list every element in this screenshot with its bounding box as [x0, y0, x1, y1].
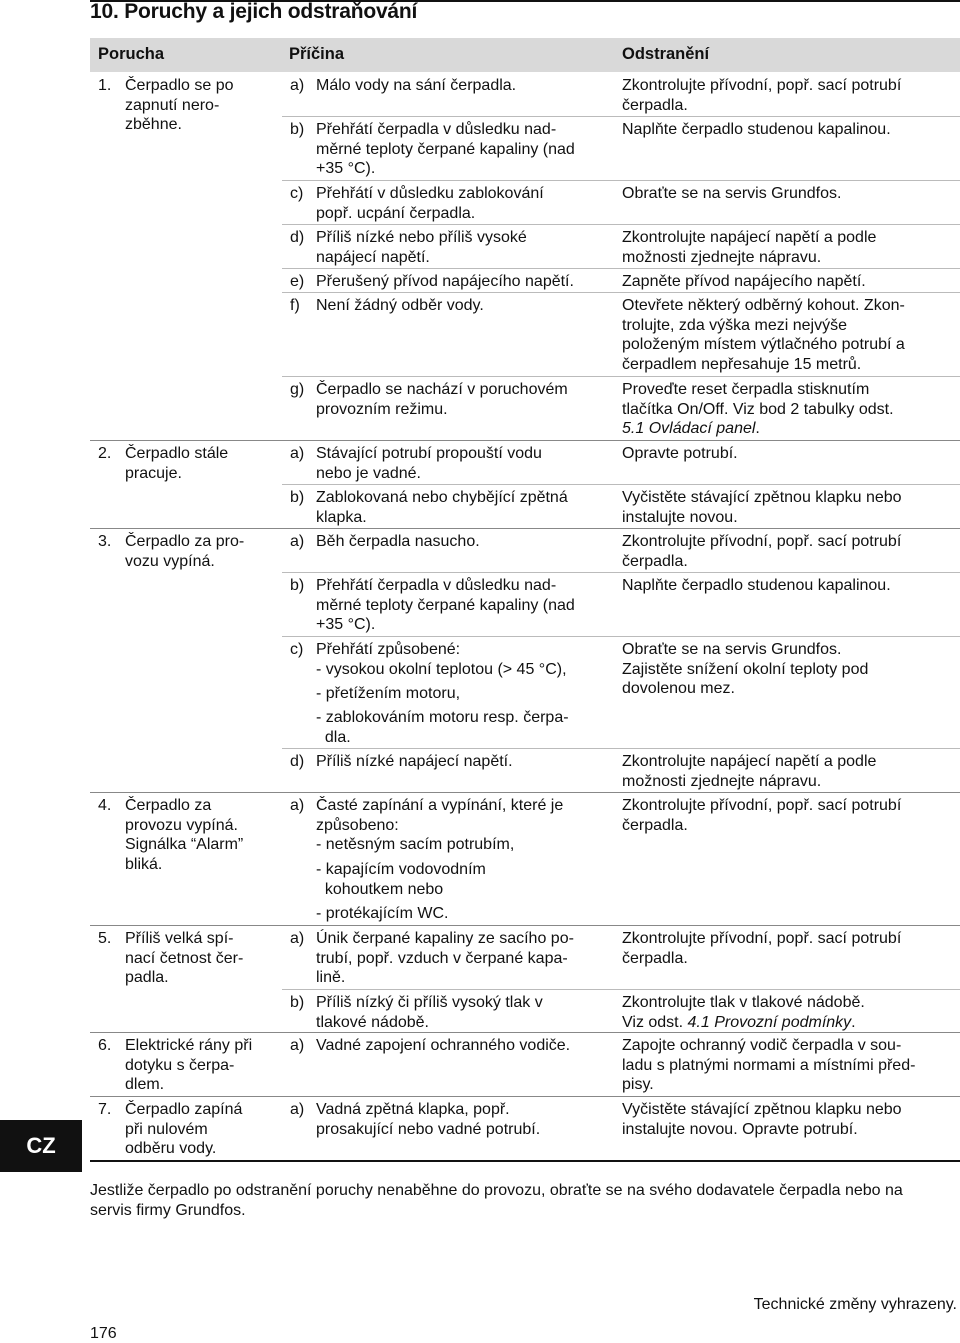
remedy-reference — [622, 1013, 865, 1033]
sub-row-separator — [282, 116, 960, 117]
remedy-text-line: Proveďte reset čerpadla stisknutím — [622, 381, 870, 398]
fault-text-line: Příliš velká spí- — [125, 930, 234, 947]
cause-text-line: - zablokováním motoru resp. čerpa- — [316, 709, 569, 726]
cause-text — [316, 444, 542, 483]
cause-text-line: trubí, popř. vzduch v čerpané kapa- — [316, 949, 568, 967]
remedy-text-line: instalujte novou. — [622, 508, 738, 526]
remedy-text — [622, 184, 841, 204]
cause-text — [316, 684, 460, 704]
cause-text — [316, 993, 543, 1032]
cause-text — [316, 752, 513, 772]
cause-label: a) — [290, 445, 305, 462]
cause-text — [316, 860, 486, 899]
cause-label: b) — [290, 489, 305, 506]
fault-text-line: bliká. — [125, 855, 163, 873]
cause-text-line: Běh čerpadla nasucho. — [316, 533, 480, 550]
cause-text — [316, 576, 575, 635]
cause-text-line: Málo vody na sání čerpadla. — [316, 77, 517, 94]
remedy-text-line: Naplňte čerpadlo studenou kapalinou. — [622, 577, 891, 594]
cause-text-line: +35 °C). — [316, 160, 376, 177]
remedy-text — [622, 444, 738, 464]
cause-text-line: - protékajícím WC. — [316, 905, 449, 922]
remedy-text-line: Zkontrolujte napájecí napětí a podle — [622, 753, 877, 770]
remedy-text — [622, 576, 891, 596]
remedy-text — [622, 993, 865, 1032]
cause-text-line: - kapajícím vodovodním — [316, 861, 486, 878]
cause-label: a) — [290, 1037, 305, 1054]
cause-text — [316, 796, 563, 855]
fault-text-line: Čerpadlo zapíná — [125, 1101, 243, 1118]
cause-label: a) — [290, 797, 305, 814]
cause-text — [316, 640, 567, 679]
row-separator — [90, 1096, 960, 1097]
sub-row-separator — [282, 572, 960, 573]
remedy-text-line: Otevřete některý odběrný kohout. Zkon- — [622, 297, 905, 314]
cause-text-line: Přehřátí čerpadla v důsledku nad- — [316, 577, 557, 594]
cause-label: d) — [290, 753, 305, 770]
cause-text-line: měrné teploty čerpané kapaliny (nad — [316, 140, 575, 158]
fault-text — [125, 1036, 252, 1095]
cause-label: a) — [290, 77, 305, 94]
remedy-text-line: ladu s platnými normami a místními před- — [622, 1056, 916, 1074]
cause-text-line: Přehřátí způsobené: — [316, 641, 461, 658]
cause-label: e) — [290, 273, 305, 290]
cause-text-line: Přehřátí čerpadla v důsledku nad- — [316, 121, 557, 138]
fault-number: 1. — [98, 77, 112, 94]
cause-text — [316, 296, 484, 316]
fault-text-line: vozu vypíná. — [125, 552, 215, 570]
table-header — [90, 38, 960, 72]
remedy-text-line: tlačítka On/Off. Viz bod 2 tabulky odst. — [622, 400, 894, 418]
remedy-text-line: Zajistěte snížení okolní teploty pod — [622, 660, 869, 678]
remedy-text-line: Zapněte přívod napájecího napětí. — [622, 273, 866, 290]
remedy-text-line: Obraťte se na servis Grundfos. — [622, 641, 842, 658]
cause-text — [316, 228, 527, 267]
sub-row-separator — [282, 748, 960, 749]
cause-text-line: Časté zapínání a vypínání, které je — [316, 797, 564, 814]
cause-text-line: prosakující nebo vadné potrubí. — [316, 1120, 541, 1138]
row-separator — [90, 1032, 960, 1033]
fault-text-line: Elektrické rány při — [125, 1037, 253, 1054]
fault-text-line: při nulovém — [125, 1120, 208, 1138]
row-separator — [90, 528, 960, 529]
cause-text-line: - přetížením motoru, — [316, 685, 461, 702]
fault-text-line: pracuje. — [125, 464, 182, 482]
remedy-text — [622, 296, 905, 374]
remedy-text — [622, 228, 876, 267]
row-separator — [90, 925, 960, 926]
fault-text-line: nací četnost čer- — [125, 949, 244, 967]
remedy-text-line: pisy. — [622, 1076, 654, 1093]
remedy-reference-italic: 5.1 Ovládací panel — [622, 420, 756, 437]
cause-label: b) — [290, 994, 305, 1011]
remedy-text-line: čerpadla. — [622, 552, 688, 570]
fault-text — [125, 929, 243, 988]
cause-text-line: Stávající potrubí propouští vodu — [316, 445, 542, 462]
language-tab: CZ — [0, 1120, 82, 1172]
remedy-text-line: Zapojte ochranný vodič čerpadla v sou- — [622, 1037, 902, 1054]
sub-row-separator — [282, 484, 960, 485]
remedy-reference-suffix: . — [755, 420, 760, 437]
remedy-reference-italic: 4.1 Provozní podmínky — [687, 1013, 852, 1031]
cause-text-line: Příliš nízké napájecí napětí. — [316, 753, 513, 770]
sub-row-separator — [282, 180, 960, 181]
remedy-text — [622, 929, 901, 968]
fault-text-line: Čerpadlo se po — [125, 77, 234, 94]
sub-row-separator — [282, 989, 960, 990]
remedy-text-line: Opravte potrubí. — [622, 445, 738, 462]
remedy-text-line: čerpadlem nepřesahuje 15 metrů. — [622, 355, 862, 373]
cause-text-line: - vysokou okolní teplotou (> 45 °C), — [316, 660, 567, 678]
col-fault-header: Porucha — [98, 45, 165, 63]
fault-text — [125, 532, 244, 571]
cause-label: a) — [290, 1101, 305, 1118]
cause-text-line: Vadná zpětná klapka, popř. — [316, 1101, 510, 1118]
cause-label: a) — [290, 930, 305, 947]
remedy-reference — [622, 419, 894, 439]
fault-text-line: Čerpadlo za pro- — [125, 533, 245, 550]
fault-number: 6. — [98, 1037, 112, 1054]
cause-text-line: Čerpadlo se nachází v poruchovém — [316, 381, 568, 398]
cause-text — [316, 184, 544, 223]
remedy-text-line: Zkontrolujte tlak v tlakové nádobě. — [622, 994, 865, 1011]
cause-text-line: Přehřátí v důsledku zablokování — [316, 185, 544, 202]
sub-row-separator — [282, 224, 960, 225]
fault-number: 7. — [98, 1101, 112, 1118]
row-separator — [90, 440, 960, 441]
fault-text — [125, 444, 228, 483]
cause-label: g) — [290, 381, 305, 398]
cause-label: d) — [290, 229, 305, 246]
cause-text-line: dla. — [316, 728, 351, 746]
cause-label: b) — [290, 121, 305, 138]
cause-text-line: měrné teploty čerpané kapaliny (nad — [316, 596, 575, 614]
cause-text-line: Není žádný odběr vody. — [316, 297, 484, 314]
remedy-text — [622, 640, 868, 699]
fault-text-line: zběhne. — [125, 116, 182, 133]
row-separator — [90, 792, 960, 793]
cause-text — [316, 1036, 570, 1056]
remedy-text — [622, 488, 902, 527]
table-bottom-rule — [90, 1160, 960, 1162]
cause-text — [316, 929, 574, 988]
remedy-text-line: Zkontrolujte přívodní, popř. sací potrubí — [622, 533, 902, 550]
cause-text — [316, 708, 569, 747]
cause-text-line: Příliš nízké nebo příliš vysoké — [316, 229, 527, 246]
page-number: 176 — [90, 1325, 117, 1342]
cause-text-line: nebo je vadné. — [316, 464, 421, 482]
sub-row-separator — [282, 636, 960, 637]
remedy-reference-prefix: Viz odst. — [622, 1013, 688, 1031]
fault-text-line: zapnutí nero- — [125, 96, 220, 114]
sub-row-separator — [282, 268, 960, 269]
remedy-text-line: Vyčistěte stávající zpětnou klapku nebo — [622, 489, 902, 506]
cause-text-line: tlakové nádobě. — [316, 1013, 429, 1031]
remedy-text-line: Zkontrolujte přívodní, popř. sací potrubí — [622, 797, 902, 814]
fault-text-line: odběru vody. — [125, 1140, 217, 1157]
col-cause-header: Příčina — [289, 45, 345, 63]
remedy-text-line: čerpadla. — [622, 949, 688, 967]
remedy-text-line: možnosti zjednejte nápravu. — [622, 248, 822, 266]
fault-number: 2. — [98, 445, 112, 462]
remedy-reference-suffix: . — [851, 1013, 856, 1031]
cause-text-line: Únik čerpané kapaliny ze sacího po- — [316, 930, 574, 947]
remedy-text-line: Zkontrolujte napájecí napětí a podle — [622, 229, 877, 246]
cause-text-line: popř. ucpání čerpadla. — [316, 204, 476, 222]
col-remedy-header: Odstranění — [622, 45, 710, 63]
remedy-text-line: dovolenou mez. — [622, 680, 735, 697]
cause-text — [316, 532, 480, 552]
remedy-text-line: instalujte novou. Opravte potrubí. — [622, 1120, 858, 1138]
sub-row-separator — [282, 376, 960, 377]
cause-text — [316, 488, 568, 527]
cause-text-line: provozním režimu. — [316, 400, 448, 418]
cause-label: b) — [290, 577, 305, 594]
remedy-text-line: možnosti zjednejte nápravu. — [622, 772, 822, 790]
remedy-text — [622, 752, 876, 791]
remedy-text-line: Vyčistěte stávající zpětnou klapku nebo — [622, 1101, 902, 1118]
cause-text-line: kohoutkem nebo — [316, 880, 444, 898]
cause-label: a) — [290, 533, 305, 550]
cause-text-line: lině. — [316, 969, 346, 986]
remedy-text-line: Obraťte se na servis Grundfos. — [622, 185, 842, 202]
fault-text-line: Signálka “Alarm” — [125, 836, 244, 853]
cause-text — [316, 1100, 540, 1139]
cause-text-line: Vadné zapojení ochranného vodiče. — [316, 1037, 571, 1054]
fault-text-line: dlem. — [125, 1076, 165, 1093]
remedy-text-line: Naplňte čerpadlo studenou kapalinou. — [622, 121, 891, 138]
remedy-text-line: Zkontrolujte přívodní, popř. sací potrubí — [622, 77, 902, 94]
cause-text-line: +35 °C). — [316, 616, 376, 633]
cause-text — [316, 272, 574, 292]
remedy-text-line: Zkontrolujte přívodní, popř. sací potrubí — [622, 930, 902, 947]
remedy-text — [622, 1100, 902, 1139]
cause-text-line: napájecí napětí. — [316, 248, 430, 266]
fault-text — [125, 1100, 242, 1159]
cause-text-line: klapka. — [316, 508, 367, 526]
cause-text — [316, 120, 575, 179]
cause-text — [316, 380, 568, 419]
changes-remark: Technické změny vyhrazeny. — [753, 1296, 957, 1313]
cause-text-line: Přerušený přívod napájecího napětí. — [316, 273, 574, 290]
cause-text-line: - netěsným sacím potrubím, — [316, 836, 515, 853]
remedy-text — [622, 76, 901, 115]
fault-text-line: Čerpadlo stále — [125, 445, 229, 462]
cause-text — [316, 76, 516, 96]
remedy-text — [622, 532, 901, 571]
fault-text-line: provozu vypíná. — [125, 816, 238, 834]
cause-label: c) — [290, 185, 304, 202]
remedy-text-line: čerpadla. — [622, 816, 688, 834]
cause-label: f) — [290, 297, 300, 314]
remedy-text-line: čerpadla. — [622, 96, 688, 114]
cause-text-line: Zablokovaná nebo chybějící zpětná — [316, 489, 568, 506]
cause-label: c) — [290, 641, 304, 658]
sub-row-separator — [282, 292, 960, 293]
remedy-text — [622, 796, 901, 835]
fault-text-line: dotyku s čerpa- — [125, 1056, 235, 1074]
remedy-text — [622, 272, 866, 292]
fault-number: 3. — [98, 533, 112, 550]
fault-number: 5. — [98, 930, 112, 947]
fault-text — [125, 796, 243, 874]
remedy-text — [622, 1036, 915, 1095]
remedy-text — [622, 120, 891, 140]
cause-text-line: Příliš nízký či příliš vysoký tlak v — [316, 994, 543, 1011]
remedy-text-line: trolujte, zda výška mezi nejvýše — [622, 316, 847, 334]
fault-text — [125, 76, 234, 135]
cause-text — [316, 904, 448, 924]
fault-number: 4. — [98, 797, 112, 814]
fault-text-line: padla. — [125, 969, 169, 986]
cause-text-line: způsobeno: — [316, 816, 399, 834]
remedy-text-line: položeným místem výtlačného potrubí a — [622, 336, 905, 353]
fault-text-line: Čerpadlo za — [125, 797, 212, 814]
remedy-text — [622, 380, 894, 439]
footnote: Jestliže čerpadlo po odstranění poruchy nenaběhne do provozu, obraťte se na svého dodavatele čerpadla nebo na servis firmy Grundfos. — [90, 1182, 903, 1219]
section-title: 10. Poruchy a jejich odstraňování — [90, 0, 418, 23]
